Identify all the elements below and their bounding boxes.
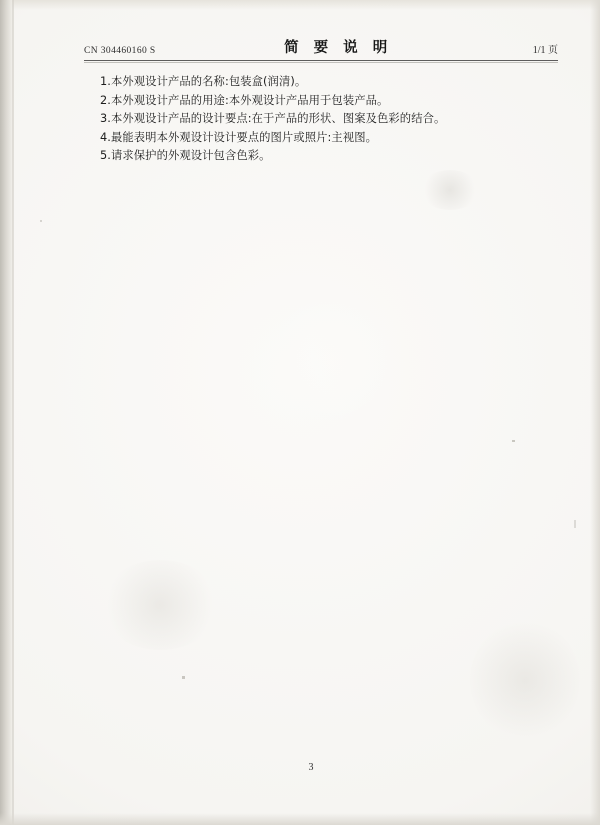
brief-description-list: [100, 73, 550, 166]
list-item: 4.最能表明本外观设计设计要点的图片或照片:主视图。: [100, 130, 378, 144]
scan-speck: [512, 440, 515, 442]
list-item: 1.本外观设计产品的名称:包装盒(润清)。: [100, 75, 307, 88]
paper-blotch: [100, 560, 220, 650]
page-left-fold-line: [12, 0, 14, 825]
page-top-edge-shadow: [0, 0, 600, 10]
document-footer: [0, 757, 600, 775]
page-right-edge-shadow: [590, 0, 600, 825]
page-title: 简 要 说 明: [284, 40, 393, 56]
document-header: [84, 34, 558, 58]
footer-page-number: 3: [308, 762, 314, 773]
list-item: 3.本外观设计产品的设计要点:在于产品的形状、图案及色彩的结合。: [100, 112, 446, 126]
paper-blotch: [420, 170, 480, 210]
header-divider-shadow: [84, 62, 558, 63]
page-indicator: 1/1 页: [532, 45, 558, 56]
list-item: 5.请求保护的外观设计包含色彩。: [100, 149, 271, 163]
list-item: 2.本外观设计产品的用途:本外观设计产品用于包装产品。: [100, 93, 389, 107]
scan-speck: [40, 220, 42, 222]
paper-blotch: [250, 300, 410, 420]
scan-speck: [182, 676, 185, 679]
scan-speck: [574, 520, 576, 528]
page-bottom-edge-shadow: [0, 813, 600, 825]
paper-blotch: [470, 620, 580, 740]
publication-number: CN 304460160 S: [84, 46, 156, 56]
